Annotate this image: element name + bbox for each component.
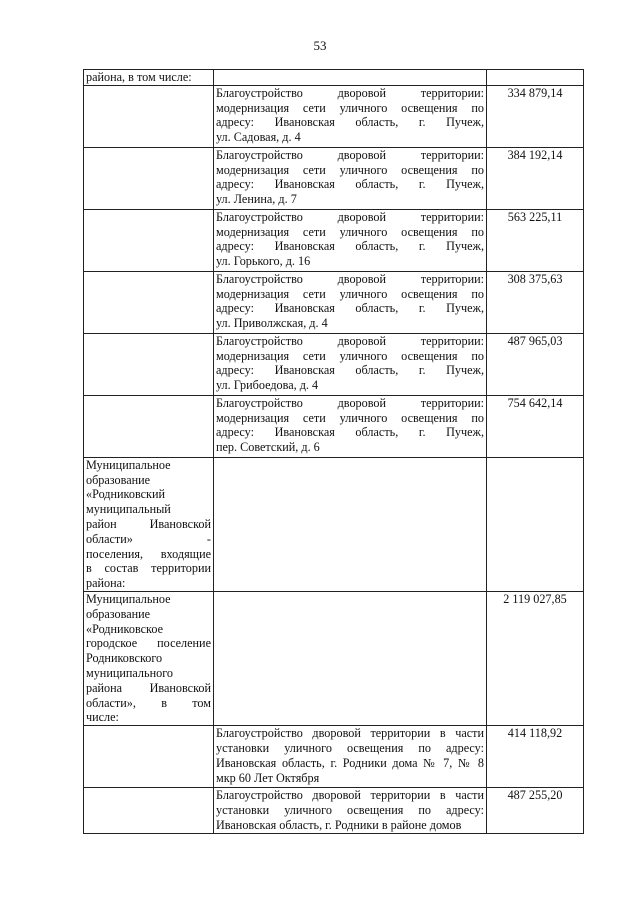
cell-line: образование	[86, 472, 151, 487]
table-row	[84, 209, 584, 271]
cell-line: Ивановская область, г. Родники дома № 7, № 8	[216, 755, 484, 770]
cell-line: модернизация сети уличного освещения по	[216, 162, 484, 177]
cell-line: адресу: Ивановская область, г. Пучеж,	[216, 239, 484, 254]
description-cell	[214, 726, 487, 788]
cell-line: области», в том	[86, 695, 211, 710]
table-row	[84, 726, 584, 788]
cell-line: «Родниковский	[86, 487, 166, 502]
table-row	[84, 333, 584, 395]
cell-line: Родниковского	[86, 651, 163, 666]
cell-line: городское поселение	[86, 636, 211, 651]
amount-cell: 754 642,14	[487, 395, 584, 457]
amount-cell: 487 255,20	[487, 788, 584, 834]
cell-line: числе:	[86, 710, 119, 725]
description-cell	[214, 395, 487, 457]
cell-line: района:	[86, 576, 126, 591]
description-cell	[214, 591, 487, 725]
org-cell	[84, 395, 214, 457]
amount-cell: 384 192,14	[487, 147, 584, 209]
cell-line: Муниципальное	[86, 591, 171, 606]
cell-line: Благоустройство дворовой территории:	[216, 85, 484, 100]
cell-line: ул. Ленина, д. 7	[216, 192, 297, 207]
cell-line: Благоустройство дворовой территории:	[216, 271, 484, 286]
org-cell	[84, 333, 214, 395]
cell-line: установки уличного освещения по адресу:	[216, 740, 484, 755]
org-cell	[84, 271, 214, 333]
cell-line: ул. Горького, д. 16	[216, 254, 311, 269]
cell-line: района Ивановской	[86, 680, 211, 695]
description-cell	[214, 457, 487, 591]
table-row	[84, 591, 584, 725]
cell-line: в состав территории	[86, 561, 211, 576]
cell-line: «Родниковское	[86, 621, 163, 636]
cell-line: адресу: Ивановская область, г. Пучеж,	[216, 425, 484, 440]
cell-line: Благоустройство дворовой территории:	[216, 209, 484, 224]
table-row	[84, 271, 584, 333]
cell-line: Ивановская область, г. Родники в районе домов	[216, 817, 462, 832]
table-row	[84, 788, 584, 834]
org-cell	[84, 591, 214, 725]
cell-line: муниципального	[86, 665, 173, 680]
amount-cell	[487, 70, 584, 86]
org-cell	[84, 147, 214, 209]
description-cell	[214, 209, 487, 271]
cell-line: области» -	[86, 531, 211, 546]
cell-line: район Ивановской	[86, 516, 211, 531]
description-cell	[214, 70, 487, 86]
description-cell	[214, 271, 487, 333]
cell-line: образование	[86, 606, 151, 621]
cell-line: модернизация сети уличного освещения по	[216, 410, 484, 425]
cell-line: ул. Приволжская, д. 4	[216, 316, 328, 331]
amount-cell: 563 225,11	[487, 209, 584, 271]
org-cell	[84, 457, 214, 591]
amount-cell: 334 879,14	[487, 85, 584, 147]
cell-line: Благоустройство дворовой территории в части	[216, 726, 484, 741]
table-row	[84, 457, 584, 591]
amount-cell	[487, 457, 584, 591]
cell-line: района, в том числе:	[86, 70, 192, 84]
cell-line: установки уличного освещения по адресу:	[216, 802, 484, 817]
cell-line: модернизация сети уличного освещения по	[216, 224, 484, 239]
table-row	[84, 70, 584, 86]
amount-cell: 487 965,03	[487, 333, 584, 395]
description-cell	[214, 788, 487, 834]
cell-line: Благоустройство дворовой территории в части	[216, 788, 484, 803]
amount-cell: 308 375,63	[487, 271, 584, 333]
cell-line: муниципальный	[86, 502, 171, 517]
cell-line: адресу: Ивановская область, г. Пучеж,	[216, 301, 484, 316]
org-cell	[84, 85, 214, 147]
cell-line: поселения, входящие	[86, 546, 211, 561]
cell-line: Благоустройство дворовой территории:	[216, 333, 484, 348]
cell-line: Муниципальное	[86, 457, 171, 472]
cell-line: адресу: Ивановская область, г. Пучеж,	[216, 363, 484, 378]
funding-table	[83, 69, 584, 834]
org-cell	[84, 209, 214, 271]
cell-line: мкр 60 Лет Октября	[216, 770, 320, 785]
cell-line: ул. Грибоедова, д. 4	[216, 378, 319, 393]
cell-line: модернизация сети уличного освещения по	[216, 100, 484, 115]
description-cell	[214, 85, 487, 147]
table-row	[84, 395, 584, 457]
org-cell	[84, 70, 214, 86]
org-cell	[84, 726, 214, 788]
table-row	[84, 85, 584, 147]
org-cell	[84, 788, 214, 834]
cell-line: адресу: Ивановская область, г. Пучеж,	[216, 115, 484, 130]
cell-line: ул. Садовая, д. 4	[216, 130, 301, 145]
cell-line: пер. Советский, д. 6	[216, 440, 320, 455]
amount-cell: 2 119 027,85	[487, 591, 584, 725]
cell-line: адресу: Ивановская область, г. Пучеж,	[216, 177, 484, 192]
description-cell	[214, 147, 487, 209]
cell-line: Благоустройство дворовой территории:	[216, 147, 484, 162]
description-cell	[214, 333, 487, 395]
cell-line: модернизация сети уличного освещения по	[216, 348, 484, 363]
amount-cell: 414 118,92	[487, 726, 584, 788]
cell-line: модернизация сети уличного освещения по	[216, 286, 484, 301]
cell-line: Благоустройство дворовой территории:	[216, 395, 484, 410]
page-number: 53	[313, 38, 327, 53]
table-row	[84, 147, 584, 209]
